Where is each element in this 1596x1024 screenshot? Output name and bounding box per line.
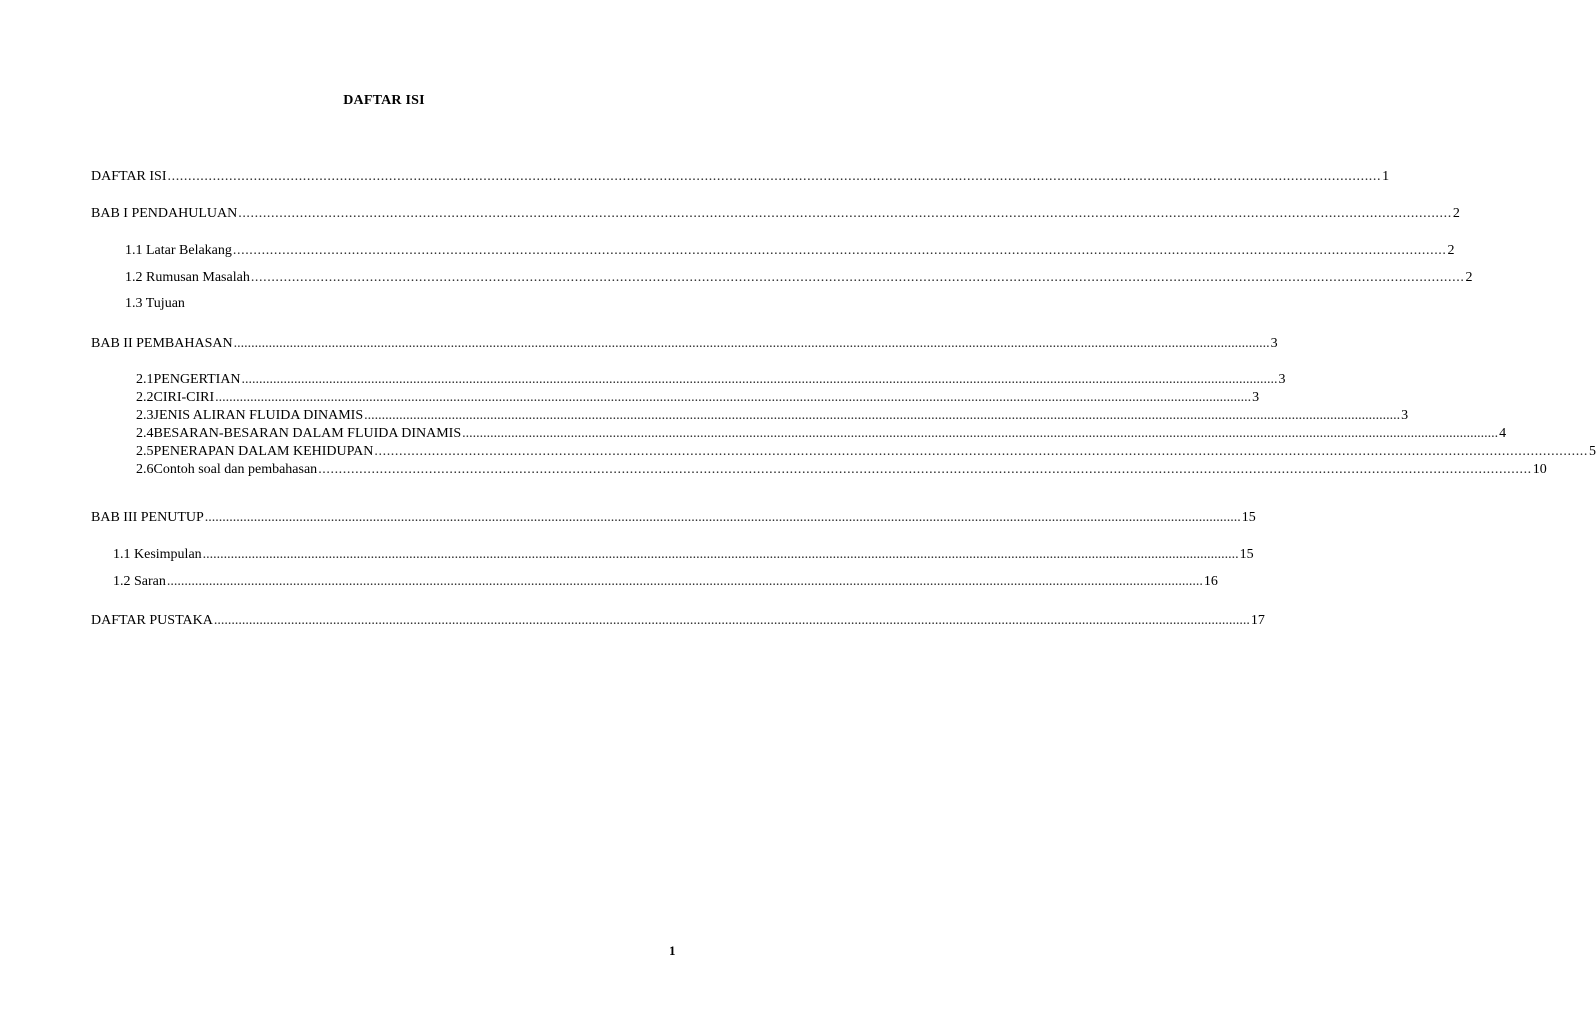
- toc-label: BAB I PENDAHULUAN: [91, 206, 238, 221]
- toc-label: DAFTAR ISI: [91, 169, 167, 184]
- toc-leader: ........................................................................................................................................................................................................................................................................................................: [364, 408, 1401, 423]
- toc-leader: ........................................................................................................................................................................................................................................................................................................: [241, 372, 1278, 387]
- toc-entry-latar-belakang: [125, 242, 1455, 260]
- page-title: DAFTAR ISI: [343, 93, 425, 108]
- toc-label: 1.3 Tujuan: [125, 296, 185, 311]
- toc-page-number: 3: [1270, 336, 1278, 351]
- toc-page-number: 3: [1252, 390, 1260, 405]
- toc-entry-2-2: [136, 389, 1260, 407]
- toc-leader: ........................................................................................................................................................................................................................................................................................................: [166, 574, 1203, 589]
- toc-leader: ........................................................................................................................................................................................................................................................................................................: [232, 243, 1447, 258]
- toc-label: 1.1 Latar Belakang: [125, 243, 232, 258]
- toc-page-number: 2: [1447, 243, 1455, 258]
- toc-page-number: 2: [1465, 270, 1473, 285]
- toc-entry-bab-i: [91, 205, 1460, 223]
- toc-label: 1.2 Rumusan Masalah: [125, 270, 250, 285]
- toc-leader: ........................................................................................................................................................................................................................................................................................................: [238, 206, 1452, 221]
- toc-leader: ........................................................................................................................................................................................................................................................................................................: [202, 547, 1239, 562]
- toc-leader: ........................................................................................................................................................................................................................................................................................................: [318, 462, 1532, 477]
- toc-leader: ........................................................................................................................................................................................................................................................................................................: [462, 426, 1499, 441]
- toc-section-number: 2.1: [136, 372, 154, 387]
- toc-section-number: 2.2: [136, 390, 154, 405]
- toc-leader: ........................................................................................................................................................................................................................................................................................................: [204, 510, 1241, 525]
- toc-label: Contoh soal dan pembahasan: [153, 462, 318, 477]
- page-number: 1: [669, 943, 676, 958]
- toc-leader: ........................................................................................................................................................................................................................................................................................................: [250, 270, 1465, 285]
- toc-label: PENERAPAN DALAM KEHIDUPAN: [153, 444, 374, 459]
- toc-entry-rumusan-masalah: [125, 269, 1473, 287]
- toc-entry-2-4: [136, 425, 1507, 443]
- toc-entry-daftar-isi: [91, 168, 1390, 186]
- toc-entry-kesimpulan: [113, 546, 1254, 564]
- toc-leader: ........................................................................................................................................................................................................................................................................................................: [215, 390, 1252, 405]
- toc-entry-2-6: [136, 461, 1547, 479]
- toc-section-number: 2.6: [136, 462, 154, 477]
- toc-label: PENGERTIAN: [153, 372, 241, 387]
- toc-entry-daftar-pustaka: [91, 612, 1265, 630]
- toc-entry-bab-iii: [91, 509, 1256, 527]
- toc-leader: ........................................................................................................................................................................................................................................................................................................: [374, 444, 1588, 459]
- toc-page-number: 3: [1401, 408, 1409, 423]
- toc-entry-bab-ii: [91, 335, 1278, 353]
- toc-section-number: 2.5: [136, 444, 154, 459]
- toc-page-number: 5: [1589, 444, 1596, 459]
- toc-entry-2-5: [136, 443, 1596, 461]
- toc-label: 1.1 Kesimpulan: [113, 547, 202, 562]
- toc-label: CIRI-CIRI: [153, 390, 215, 405]
- toc-page-number: 1: [1382, 169, 1390, 184]
- toc-leader: ........................................................................................................................................................................................................................................................................................................: [167, 169, 1382, 184]
- toc-label: BESARAN-BESARAN DALAM FLUIDA DINAMIS: [153, 426, 462, 441]
- toc-page-number: 17: [1250, 613, 1265, 628]
- toc-leader: ........................................................................................................................................................................................................................................................................................................: [213, 613, 1250, 628]
- toc-page-number: 10: [1532, 462, 1547, 477]
- toc-entry-2-1: [136, 371, 1286, 389]
- toc-page-number: 2: [1452, 206, 1460, 221]
- toc-page-number: 3: [1278, 372, 1286, 387]
- toc-entry-tujuan: [125, 295, 185, 313]
- toc-leader: ........................................................................................................................................................................................................................................................................................................: [233, 336, 1270, 351]
- toc-section-number: 2.4: [136, 426, 154, 441]
- toc-section-number: 2.3: [136, 408, 154, 423]
- toc-label: 1.2 Saran: [113, 574, 166, 589]
- toc-page-number: 16: [1203, 574, 1218, 589]
- toc-label: DAFTAR PUSTAKA: [91, 613, 213, 628]
- toc-label: BAB II PEMBAHASAN: [91, 336, 233, 351]
- toc-label: BAB III PENUTUP: [91, 510, 204, 525]
- toc-entry-2-3: [136, 407, 1409, 425]
- toc-page-number: 15: [1241, 510, 1256, 525]
- toc-entry-saran: [113, 573, 1218, 591]
- toc-page-number: 4: [1499, 426, 1507, 441]
- toc-label: JENIS ALIRAN FLUIDA DINAMIS: [153, 408, 364, 423]
- toc-page-number: 15: [1239, 547, 1254, 562]
